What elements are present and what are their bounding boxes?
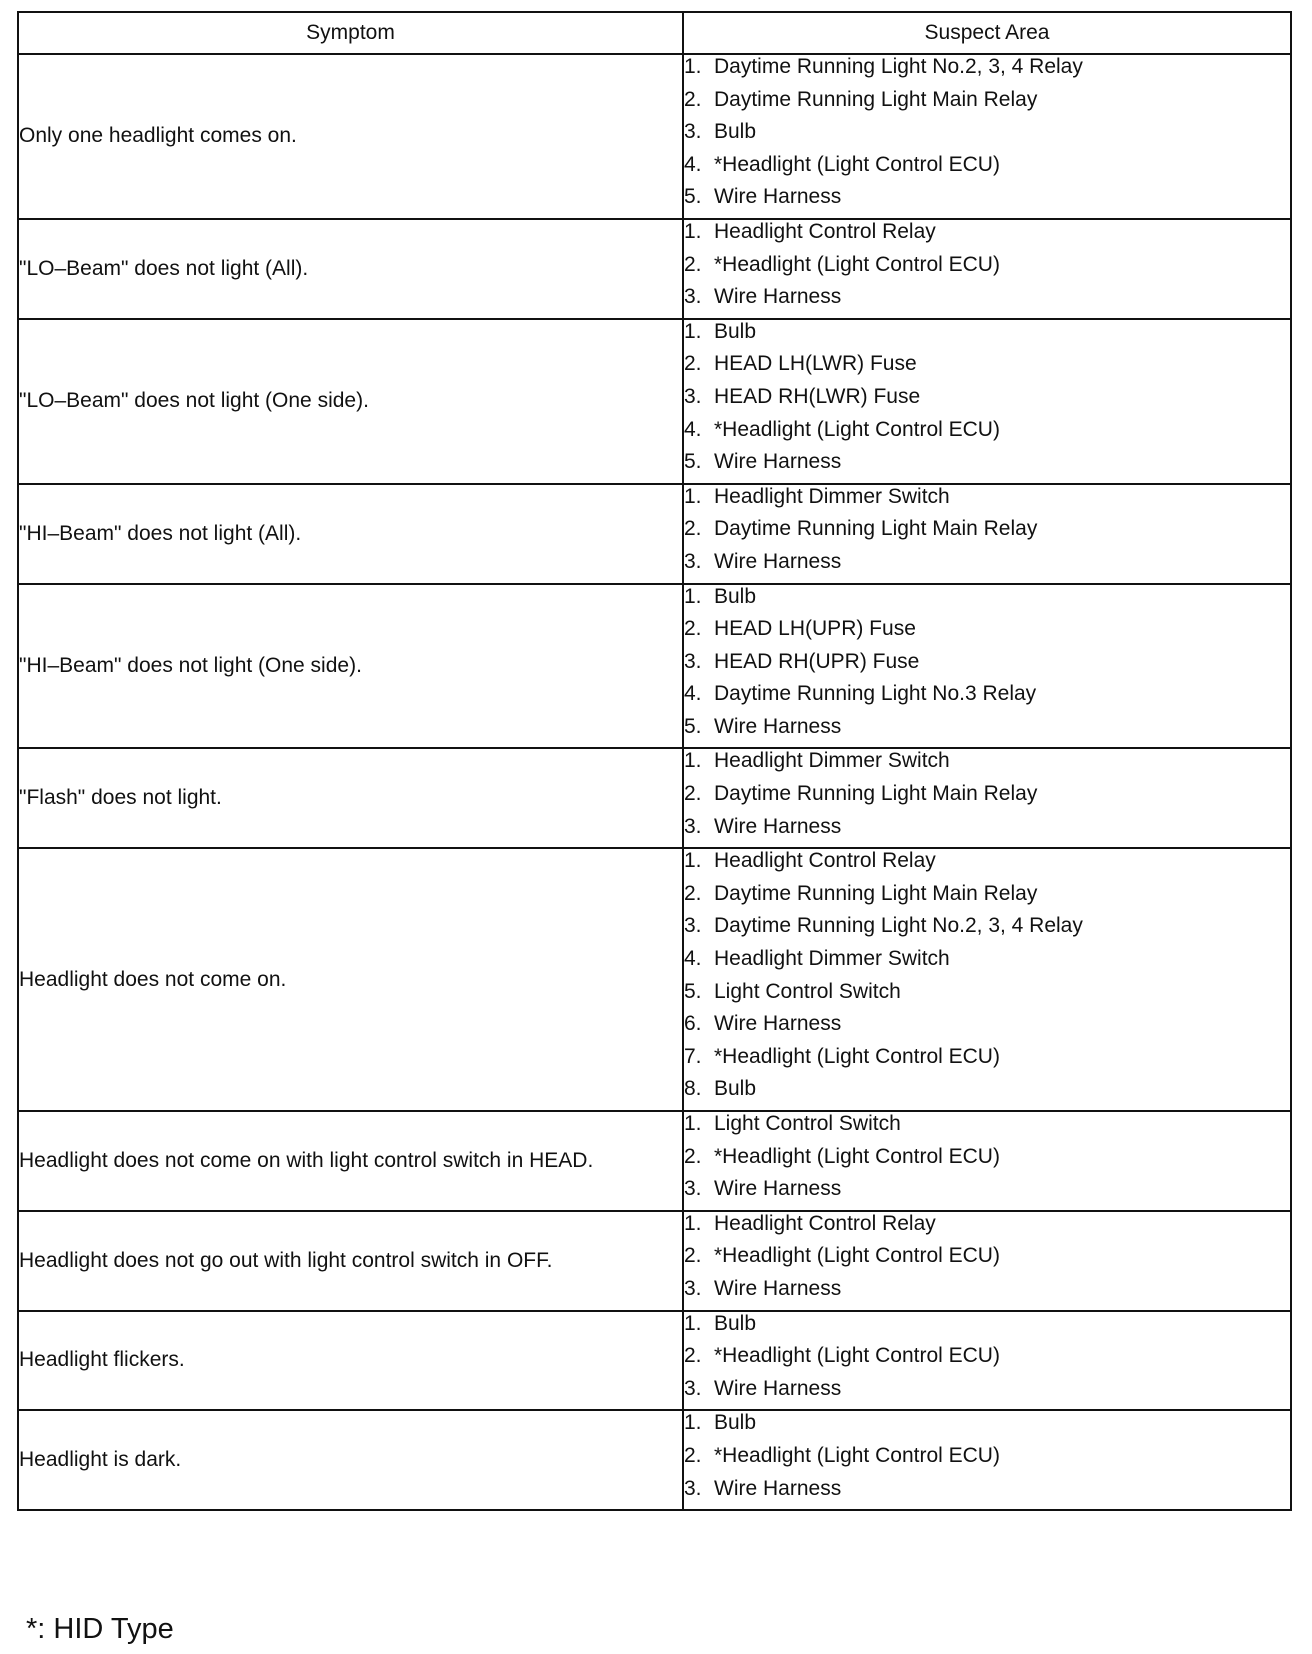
suspect-area-cell (683, 1211, 1291, 1311)
suspect-item (684, 650, 1290, 683)
suspect-item-number: 1. (684, 749, 702, 773)
suspect-list (684, 849, 1290, 1110)
suspect-item-number: 4. (684, 947, 702, 971)
suspect-item-number: 5. (684, 450, 702, 474)
suspect-area-cell (683, 1410, 1291, 1510)
suspect-item-label: Wire Harness (714, 1376, 842, 1400)
suspect-list (684, 585, 1290, 748)
suspect-item-label: *Headlight (Light Control ECU) (714, 417, 1000, 441)
suspect-item-label: Headlight Control Relay (714, 849, 936, 873)
suspect-item (684, 385, 1290, 418)
suspect-item-label: Wire Harness (714, 450, 842, 474)
table-row (18, 484, 1291, 584)
suspect-item-number: 1. (684, 849, 702, 873)
suspect-item-number: 3. (684, 285, 702, 309)
suspect-item-label: Headlight Dimmer Switch (714, 484, 950, 508)
suspect-list (684, 55, 1290, 218)
suspect-item (684, 1212, 1290, 1245)
suspect-item-number: 2. (684, 252, 702, 276)
suspect-item (684, 815, 1290, 848)
suspect-item (684, 1411, 1290, 1444)
suspect-item-label: Wire Harness (714, 285, 842, 309)
suspect-item (684, 914, 1290, 947)
symptom-cell: Headlight does not come on. (18, 848, 683, 1111)
suspect-item-label: Daytime Running Light Main Relay (714, 881, 1038, 905)
suspect-item-label: Bulb (714, 319, 757, 343)
suspect-item-number: 3. (684, 120, 702, 144)
suspect-item-label: *Headlight (Light Control ECU) (714, 1443, 1000, 1467)
suspect-item-label: Headlight Dimmer Switch (714, 947, 950, 971)
suspect-item-number: 5. (684, 714, 702, 738)
suspect-item (684, 1477, 1290, 1510)
table-row (18, 1311, 1291, 1411)
suspect-list (684, 1312, 1290, 1410)
symptom-cell: "Flash" does not light. (18, 748, 683, 848)
suspect-item (684, 585, 1290, 618)
suspect-item (684, 749, 1290, 782)
suspect-area-cell (683, 484, 1291, 584)
suspect-item-number: 1. (684, 484, 702, 508)
suspect-item-label: *Headlight (Light Control ECU) (714, 1344, 1000, 1368)
suspect-item-number: 3. (684, 549, 702, 573)
suspect-item-number: 3. (684, 1476, 702, 1500)
suspect-item-number: 2. (684, 1443, 702, 1467)
suspect-item (684, 1444, 1290, 1477)
suspect-item-label: *Headlight (Light Control ECU) (714, 1244, 1000, 1268)
symptom-cell: "LO–Beam" does not light (One side). (18, 319, 683, 484)
suspect-item-label: *Headlight (Light Control ECU) (714, 252, 1000, 276)
suspect-item (684, 55, 1290, 88)
symptom-cell: Headlight is dark. (18, 1410, 683, 1510)
suspect-item-number: 2. (684, 782, 702, 806)
suspect-item-label: Daytime Running Light No.2, 3, 4 Relay (714, 914, 1083, 938)
suspect-area-cell (683, 1311, 1291, 1411)
suspect-item (684, 1077, 1290, 1110)
table-row (18, 748, 1291, 848)
suspect-item-number: 6. (684, 1012, 702, 1036)
suspect-area-cell (683, 319, 1291, 484)
suspect-item-label: Bulb (714, 584, 757, 608)
suspect-item-label: Bulb (714, 1077, 757, 1101)
suspect-item-number: 5. (684, 185, 702, 209)
suspect-item-label: Wire Harness (714, 1476, 842, 1500)
suspect-item-number: 8. (684, 1077, 702, 1101)
suspect-item-label: Daytime Running Light Main Relay (714, 87, 1038, 111)
suspect-item (684, 517, 1290, 550)
table-row (18, 848, 1291, 1111)
suspect-item-number: 3. (684, 384, 702, 408)
suspect-item (684, 617, 1290, 650)
suspect-item (684, 1012, 1290, 1045)
suspect-item-number: 1. (684, 319, 702, 343)
suspect-list (684, 749, 1290, 847)
suspect-item (684, 1244, 1290, 1277)
header-row (18, 12, 1291, 54)
suspect-item-number: 4. (684, 682, 702, 706)
suspect-item-label: Wire Harness (714, 714, 842, 738)
symptom-cell: "LO–Beam" does not light (All). (18, 219, 683, 319)
suspect-item (684, 88, 1290, 121)
suspect-item (684, 450, 1290, 483)
suspect-item (684, 1344, 1290, 1377)
suspect-item (684, 947, 1290, 980)
suspect-item (684, 352, 1290, 385)
suspect-item-label: Wire Harness (714, 185, 842, 209)
suspect-item (684, 253, 1290, 286)
footnote: *: HID Type (26, 1613, 174, 1645)
suspect-area-cell (683, 54, 1291, 219)
suspect-item-label: Headlight Control Relay (714, 1211, 936, 1235)
suspect-item (684, 1377, 1290, 1410)
symptom-cell: "HI–Beam" does not light (One side). (18, 584, 683, 749)
suspect-item (684, 682, 1290, 715)
suspect-item (684, 1277, 1290, 1310)
suspect-item-label: Daytime Running Light Main Relay (714, 782, 1038, 806)
suspect-item (684, 1145, 1290, 1178)
suspect-item-number: 4. (684, 152, 702, 176)
suspect-area-cell (683, 848, 1291, 1111)
suspect-item-number: 7. (684, 1044, 702, 1068)
suspect-item-label: Bulb (714, 1411, 757, 1435)
suspect-item-label: HEAD LH(UPR) Fuse (714, 617, 916, 641)
suspect-item (684, 120, 1290, 153)
symptom-cell: Headlight does not come on with light control switch in HEAD. (18, 1111, 683, 1211)
suspect-list (684, 220, 1290, 318)
suspect-item-label: Wire Harness (714, 1276, 842, 1300)
suspect-item-label: Wire Harness (714, 1012, 842, 1036)
suspect-list (684, 1112, 1290, 1210)
suspect-item-number: 3. (684, 1177, 702, 1201)
suspect-item-label: Headlight Dimmer Switch (714, 749, 950, 773)
suspect-item-number: 2. (684, 517, 702, 541)
suspect-item-label: *Headlight (Light Control ECU) (714, 152, 1000, 176)
suspect-item-label: HEAD RH(LWR) Fuse (714, 384, 921, 408)
suspect-area-cell (683, 219, 1291, 319)
suspect-item-number: 3. (684, 1276, 702, 1300)
suspect-item-number: 1. (684, 1211, 702, 1235)
suspect-item-number: 3. (684, 914, 702, 938)
suspect-list (684, 485, 1290, 583)
suspect-item (684, 185, 1290, 218)
suspect-item-number: 2. (684, 352, 702, 376)
table-body (18, 54, 1291, 1510)
suspect-area-cell (683, 748, 1291, 848)
suspect-item (684, 1112, 1290, 1145)
suspect-area-column-header: Suspect Area (683, 12, 1291, 54)
suspect-item (684, 980, 1290, 1013)
suspect-list (684, 1212, 1290, 1310)
suspect-item-label: *Headlight (Light Control ECU) (714, 1044, 1000, 1068)
suspect-area-cell (683, 584, 1291, 749)
table-row (18, 219, 1291, 319)
suspect-item-number: 1. (684, 1411, 702, 1435)
suspect-item (684, 320, 1290, 353)
suspect-item (684, 550, 1290, 583)
suspect-item-number: 1. (684, 55, 702, 78)
suspect-item-label: Daytime Running Light No.3 Relay (714, 682, 1037, 706)
suspect-item-label: HEAD RH(UPR) Fuse (714, 649, 920, 673)
suspect-item (684, 1177, 1290, 1210)
suspect-item-number: 2. (684, 87, 702, 111)
symptom-cell: Headlight does not go out with light control switch in OFF. (18, 1211, 683, 1311)
suspect-item-label: Wire Harness (714, 1177, 842, 1201)
suspect-item-number: 2. (684, 881, 702, 905)
suspect-item (684, 153, 1290, 186)
suspect-item (684, 715, 1290, 748)
suspect-item-label: Light Control Switch (714, 1112, 901, 1135)
suspect-item-number: 3. (684, 814, 702, 838)
suspect-item (684, 882, 1290, 915)
table-row (18, 1410, 1291, 1510)
suspect-item-number: 2. (684, 617, 702, 641)
suspect-item-number: 1. (684, 584, 702, 608)
suspect-item (684, 782, 1290, 815)
table-row (18, 1211, 1291, 1311)
suspect-item-label: Headlight Control Relay (714, 219, 936, 243)
suspect-list (684, 1411, 1290, 1509)
table-row (18, 54, 1291, 219)
table-row (18, 584, 1291, 749)
table-row (18, 319, 1291, 484)
suspect-item-number: 2. (684, 1144, 702, 1168)
suspect-item-label: Bulb (714, 1311, 757, 1335)
suspect-item-number: 1. (684, 1311, 702, 1335)
symptom-column-header: Symptom (18, 12, 683, 54)
suspect-item (684, 849, 1290, 882)
symptom-cell: Headlight flickers. (18, 1311, 683, 1411)
suspect-item-number: 3. (684, 649, 702, 673)
suspect-item (684, 285, 1290, 318)
suspect-list (684, 320, 1290, 483)
suspect-item-label: Wire Harness (714, 549, 842, 573)
symptom-cell: "HI–Beam" does not light (All). (18, 484, 683, 584)
suspect-item (684, 220, 1290, 253)
suspect-item (684, 418, 1290, 451)
suspect-item (684, 1312, 1290, 1345)
table-row (18, 1111, 1291, 1211)
suspect-item-label: Daytime Running Light Main Relay (714, 517, 1038, 541)
suspect-area-cell (683, 1111, 1291, 1211)
suspect-item-label: Daytime Running Light No.2, 3, 4 Relay (714, 55, 1083, 78)
suspect-item-number: 4. (684, 417, 702, 441)
symptom-cell: Only one headlight comes on. (18, 54, 683, 219)
suspect-item-number: 3. (684, 1376, 702, 1400)
suspect-item-label: Bulb (714, 120, 757, 144)
symptom-table (17, 11, 1292, 1511)
suspect-item (684, 1045, 1290, 1078)
suspect-item-number: 1. (684, 1112, 702, 1135)
suspect-item-number: 2. (684, 1244, 702, 1268)
suspect-item-number: 5. (684, 979, 702, 1003)
suspect-item-label: HEAD LH(LWR) Fuse (714, 352, 917, 376)
suspect-item-label: *Headlight (Light Control ECU) (714, 1144, 1000, 1168)
suspect-item-label: Light Control Switch (714, 979, 901, 1003)
suspect-item-number: 1. (684, 219, 702, 243)
suspect-item-number: 2. (684, 1344, 702, 1368)
suspect-item-label: Wire Harness (714, 814, 842, 838)
suspect-item (684, 485, 1290, 518)
